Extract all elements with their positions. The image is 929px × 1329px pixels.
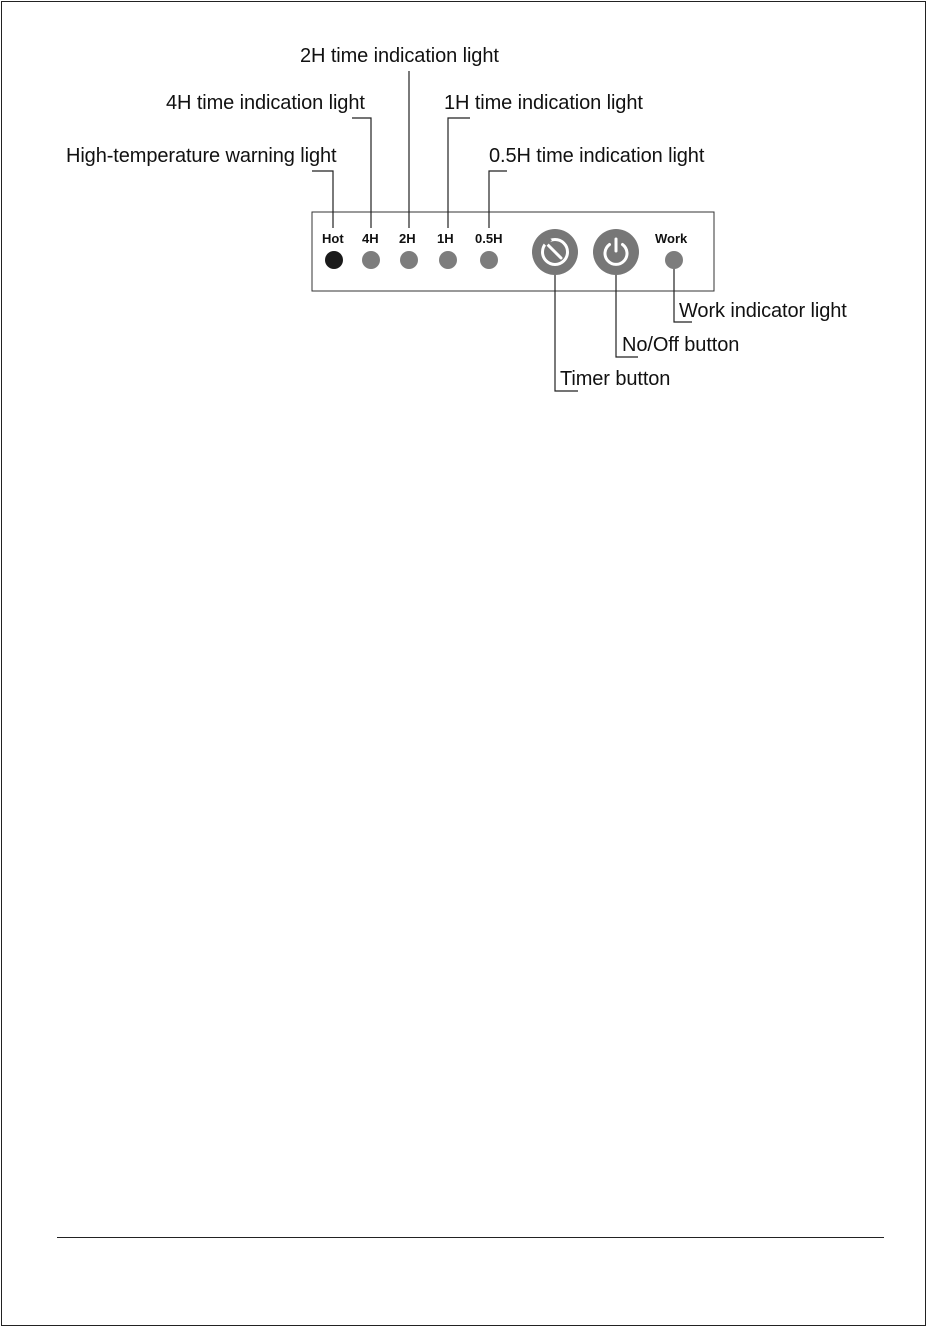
led-2h xyxy=(400,251,418,269)
callout-hot-light: High-temperature warning light xyxy=(66,145,337,167)
power-icon xyxy=(593,229,639,275)
leader-work xyxy=(674,268,692,322)
callout-05h-light: 0.5H time indication light xyxy=(489,145,705,167)
panel-label-1h: 1H xyxy=(437,231,454,246)
led-1h xyxy=(439,251,457,269)
timer-icon xyxy=(532,229,578,275)
panel-label-4h: 4H xyxy=(362,231,379,246)
hot-warning-led xyxy=(325,251,343,269)
leader-power xyxy=(616,273,638,357)
led-4h xyxy=(362,251,380,269)
panel-label-2h: 2H xyxy=(399,231,416,246)
footer-rule xyxy=(57,1237,884,1238)
callout-4h-light: 4H time indication light xyxy=(166,92,365,114)
work-indicator-led xyxy=(665,251,683,269)
callout-2h-light: 2H time indication light xyxy=(300,45,499,67)
panel-label-work: Work xyxy=(655,231,688,246)
led-05h xyxy=(480,251,498,269)
power-button[interactable] xyxy=(593,229,639,275)
leader-timer xyxy=(555,274,578,391)
leader-05h xyxy=(489,171,507,228)
panel-label-05h: 0.5H xyxy=(475,231,503,246)
leader-hot xyxy=(312,171,333,228)
callout-power-button: No/Off button xyxy=(622,334,740,356)
panel-label-hot: Hot xyxy=(322,231,344,246)
timer-button[interactable] xyxy=(532,229,578,275)
callout-work-light: Work indicator light xyxy=(679,300,847,322)
callout-1h-light: 1H time indication light xyxy=(444,92,643,114)
callout-timer-button: Timer button xyxy=(560,368,671,390)
